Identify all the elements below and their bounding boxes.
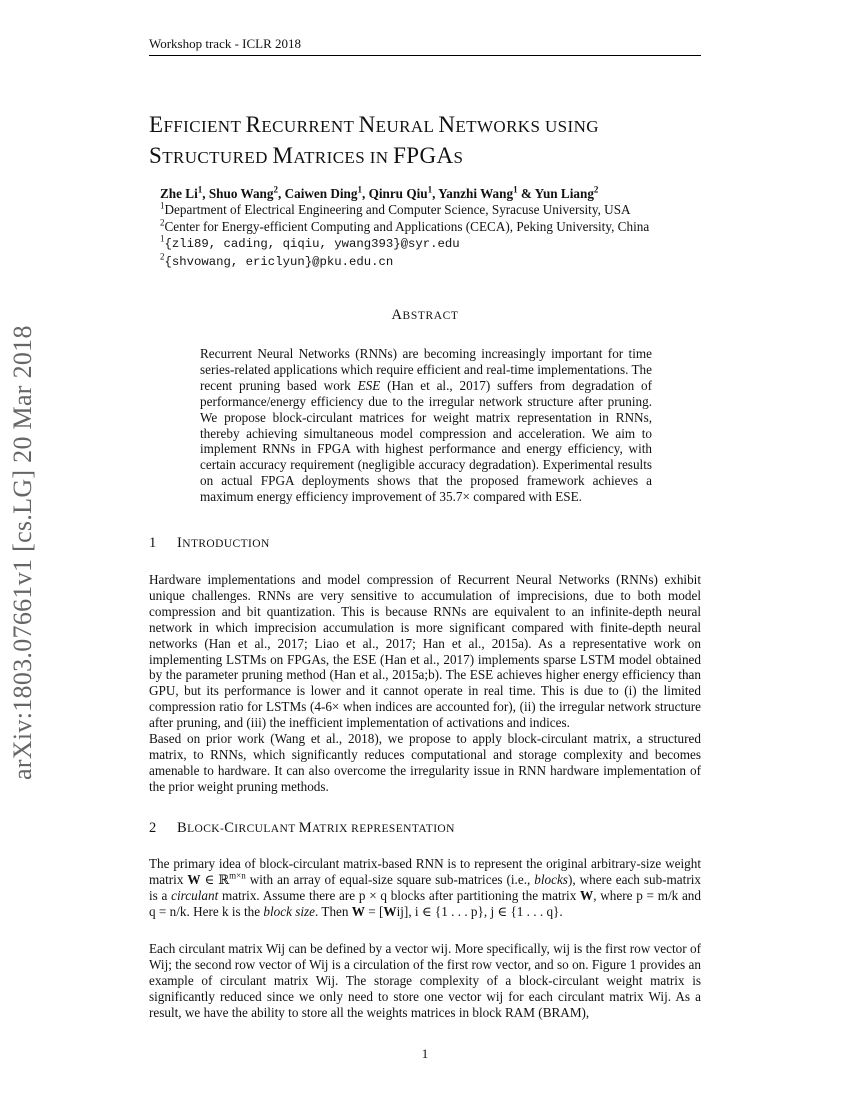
- affiliation-peking: $^2$Center for Energy-efficient Computing and Applications (CECA), Peking University, China: [160, 217, 650, 234]
- running-header: Workshop track - ICLR 2018: [149, 36, 701, 56]
- arxiv-identifier: arXiv:1803.07661v1 [cs.LG] 20 Mar 2018: [8, 325, 37, 780]
- abstract-text: Recurrent Neural Networks (RNNs) are becoming increasingly important for time series-related applications which require efficient and real-time implementations. The recent pruning based work ESE (Han et al., 2017) suffers from degradation of performance/energy efficiency due to the irregular network structure after pruning. We propose block-circulant matrices for weight matrix representation in RNNs, thereby achieving simultaneous model compression and acceleration. We aim to implement RNNs in FPGA with highest performance and energy efficiency, with certain accuracy requirement (negligible accuracy degradation). Experimental results on actual FPGA deployments shows that the proposed framework achieves a maximum energy efficiency improvement of 35.7× compared with ESE.: [200, 346, 652, 505]
- email-syracuse: $^1${zli89, cading, qiqiu, ywang393}@syr.edu: [160, 233, 460, 252]
- section-2-heading: 2 BLOCK-CIRCULANT MATRIX REPRESENTATION: [149, 820, 455, 836]
- block-circulant-paragraph-2: Each circulant matrix Wij can be defined by a vector wij. More specifically, wij is the first row vector of Wij; the second row vector of Wij is a circulation of the first row vector, and so on. Figure 1 provides an example of circulant matrix Wij. The storage complexity of a block-circulant weight matrix is significantly reduced since we only need to store one vector wij for each circulant matrix Wij. As a result, we have the ability to store all the weights matrices in block RAM (BRAM),: [149, 941, 701, 1020]
- section-1-heading: 1 INTRODUCTION: [149, 535, 270, 551]
- abstract-heading: ABSTRACT: [391, 307, 459, 323]
- affiliation-syracuse: $^1$Department of Electrical Engineering and Computer Science, Syracuse University, USA: [160, 201, 631, 218]
- page-number: 1: [421, 1046, 429, 1061]
- title-line-2: STRUCTURED MATRICES IN FPGAS: [149, 143, 464, 168]
- intro-paragraph-2: Based on prior work (Wang et al., 2018), we propose to apply block-circulant matrix, a structured matrix, to RNNs, which significantly reduces computational and storage complexity and becomes amenable to hardware. It can also overcome the irregularity issue in RNN hardware implementation of the prior weight pruning methods.: [149, 731, 701, 794]
- title-line-1: EFFICIENT RECURRENT NEURAL NETWORKS USING: [149, 112, 599, 137]
- author-names: Zhe Li$^1$, Shuo Wang$^2$, Caiwen Ding$^1$, Qinru Qiu$^1$, Yanzhi Wang$^1$ & Yun Liang$^2$: [160, 184, 599, 201]
- paper-title: [149, 110, 749, 172]
- block-circulant-paragraph-1: The primary idea of block-circulant matrix-based RNN is to represent the original arbitrary-size weight matrix W ∈ ℝ$^{m\times n}$ with an array of equal-size square sub-matrices (i.e., blocks), where each sub-matrix is a circulant matrix. Assume there are p × q blocks after partitioning the matrix W, where p = m/k and q = n/k. Here k is the block size. Then W = [Wij], i ∈ {1 . . . p}, j ∈ {1 . . . q}.: [149, 856, 701, 919]
- author-block: [160, 186, 720, 270]
- intro-paragraph-1: Hardware implementations and model compression of Recurrent Neural Networks (RNNs) exhibit unique challenges. RNNs are very sensitive to accumulation of imprecisions, due to both model compression and bit quantization. This is because RNNs are equivalent to an infinite-depth neural network in which imprecision accumulation is more significant compared with finite-depth neural networks (Han et al., 2017; Liao et al., 2017; Han et al., 2015a). As a representative work on implementing LSTMs on FPGAs, the ESE (Han et al., 2017) implements sparse LSTM model obtained by the parameter pruning method (Han et al., 2015a;b). The ESE achieves higher energy efficiency than GPU, but its performance is lower and it cannot operate in real time. This is due to (i) the limited compression ratio for LSTMs (4-6× when indices are accounted for), (ii) the irregular network structure after pruning, and (iii) the inefficient implementation of activations and indices.: [149, 572, 701, 731]
- email-peking: $^2${shvowang, ericlyun}@pku.edu.cn: [160, 251, 394, 269]
